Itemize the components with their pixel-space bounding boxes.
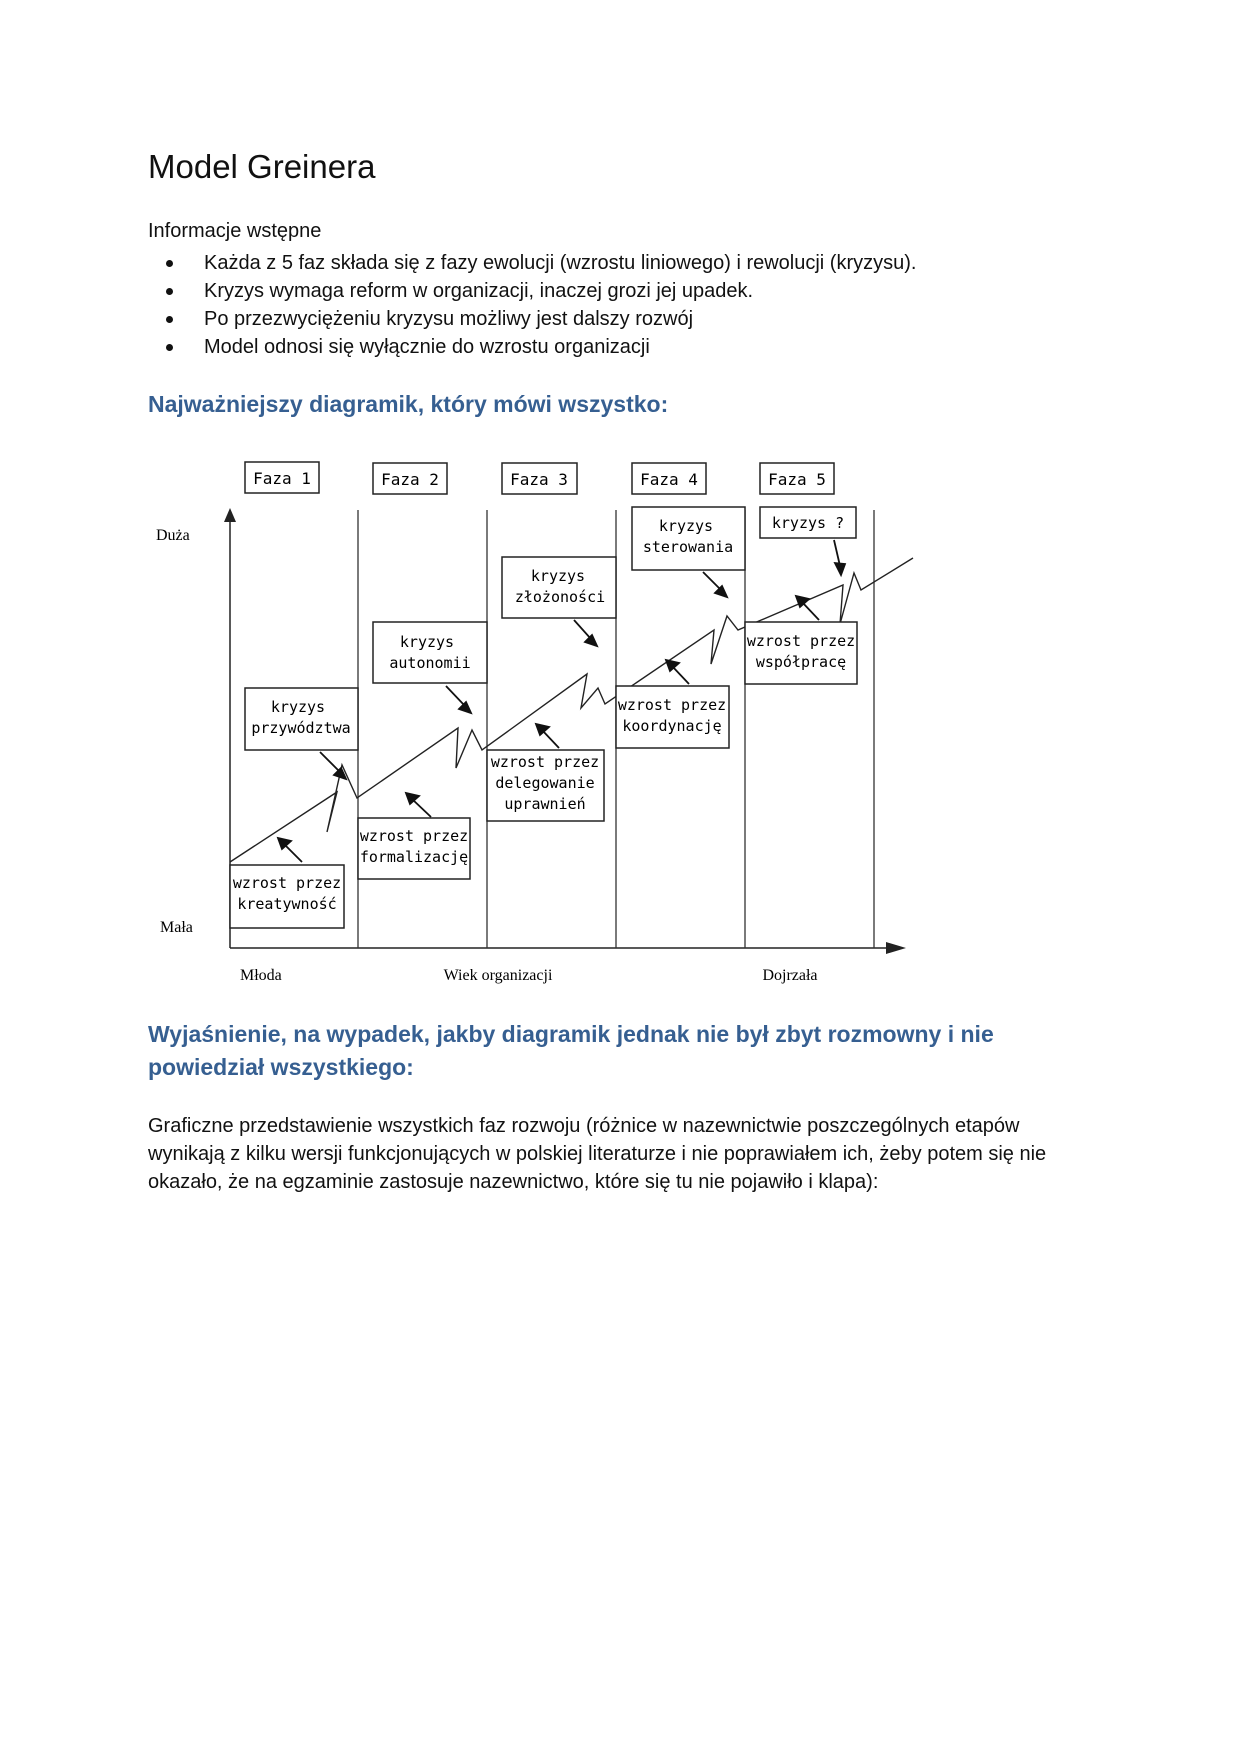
phase-label: Faza 4	[640, 470, 698, 489]
list-item	[148, 305, 916, 333]
crisis-box	[373, 622, 487, 683]
bullet-icon	[166, 316, 173, 323]
growth-label-line: koordynację	[622, 717, 722, 735]
growth-label-line: wzrost przez	[359, 827, 469, 845]
phase-header	[760, 463, 834, 494]
list-item	[148, 277, 916, 305]
growth-label-line: wzrost przez	[746, 632, 856, 650]
growth-label-line: wzrost przez	[490, 753, 600, 771]
crisis-box	[245, 688, 358, 750]
section-heading-explanation: Wyjaśnienie, na wypadek, jakby diagramik jednak nie był zbyt rozmowny i nie powiedział wszystkiego:	[148, 1021, 994, 1080]
growth-label-line: uprawnień	[504, 795, 586, 813]
list-item-text: Model odnosi się wyłącznie do wzrostu organizacji	[204, 336, 650, 358]
list-item-text: Kryzys wymaga reform w organizacji, inaczej grozi jej upadek.	[204, 280, 754, 302]
crisis-label-line: sterowania	[642, 538, 734, 556]
crisis-box	[632, 507, 745, 570]
growth-box	[230, 865, 344, 928]
x-axis-arrow-icon	[886, 942, 906, 954]
phase-header	[632, 463, 706, 494]
y-axis-top-label: Duża	[156, 527, 190, 544]
intro-bullet-list	[148, 249, 916, 361]
list-item	[148, 333, 916, 361]
greiner-diagram	[148, 450, 938, 1000]
bullet-icon	[166, 344, 173, 351]
growth-label-line: wzrost przez	[232, 874, 342, 892]
crisis-label-line: autonomii	[389, 654, 471, 672]
list-item-text: Po przezwyciężeniu kryzysu możliwy jest dalszy rozwój	[204, 308, 694, 330]
growth-label-line: kreatywność	[237, 895, 337, 913]
phase-label: Faza 3	[510, 470, 568, 489]
x-axis-left-label: Młoda	[240, 967, 282, 984]
crisis-label-line: przywództwa	[251, 719, 351, 737]
bullet-icon	[166, 260, 173, 267]
crisis-label-line: kryzys ?	[771, 514, 845, 532]
bullet-icon	[166, 288, 173, 295]
y-axis-bottom-label: Mała	[160, 919, 193, 936]
growth-label-line: formalizację	[359, 848, 469, 866]
list-item-text: Każda z 5 faz składa się z fazy ewolucji (wzrostu liniowego) i rewolucji (kryzysu).	[204, 252, 917, 274]
growth-box	[358, 818, 470, 879]
page-title: Model Greinera	[148, 148, 376, 185]
x-axis-right-label: Dojrzała	[762, 967, 818, 984]
crisis-label-line: kryzys	[658, 517, 714, 535]
phase-label: Faza 1	[253, 469, 311, 488]
crisis-label-line: kryzys	[399, 633, 455, 651]
y-axis-arrow-icon	[224, 508, 236, 522]
crisis-label-line: złożoności	[514, 588, 606, 606]
body-paragraph: Graficzne przedstawienie wszystkich faz rozwoju (różnice w nazewnictwie poszczególnych etapów wynikają z kilku wersji funkcjonujących w polskiej literaturze i nie poprawiałem ich, żeby potem się nie okazało, że na egzaminie zastosuje nazewnictwo, które się tu nie pojawiło i klapa):	[148, 1115, 1047, 1193]
phase-header	[373, 463, 447, 494]
crisis-label-line: kryzys	[530, 567, 586, 585]
crisis-box	[502, 557, 616, 618]
x-axis-center-label: Wiek organizacji	[443, 967, 553, 984]
phase-header	[245, 462, 319, 493]
crisis-box	[760, 507, 856, 538]
growth-label-line: wzrost przez	[617, 696, 727, 714]
section-heading-diagram: Najważniejszy diagramik, który mówi wszystko:	[148, 391, 669, 417]
growth-label-line: delegowanie	[495, 774, 595, 792]
growth-box	[487, 750, 604, 821]
list-item	[148, 249, 916, 277]
growth-box	[616, 686, 729, 748]
intro-label: Informacje wstępne	[148, 220, 322, 242]
crisis-label-line: kryzys	[270, 698, 326, 716]
phase-label: Faza 5	[768, 470, 826, 489]
phase-header	[502, 463, 577, 494]
growth-box	[745, 622, 857, 684]
phase-label: Faza 2	[381, 470, 439, 489]
growth-label-line: współpracę	[755, 653, 847, 671]
